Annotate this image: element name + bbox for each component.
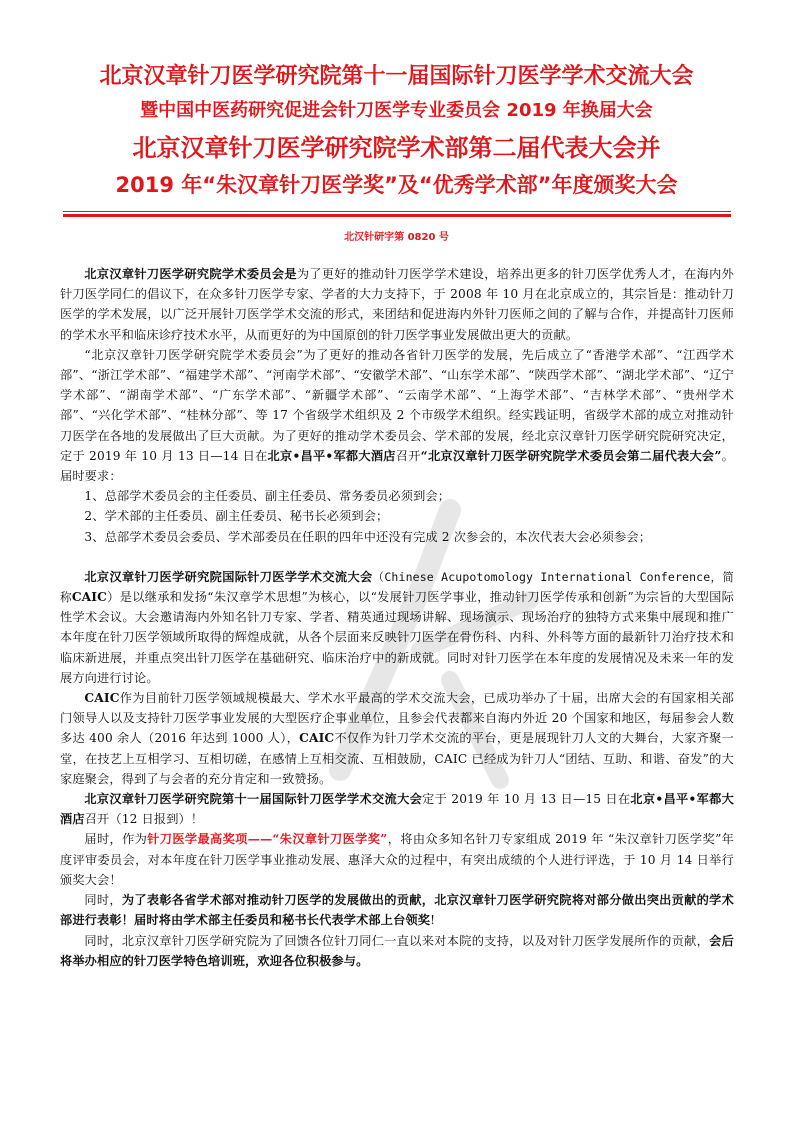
caic-abbrev: CAIC (71, 590, 107, 605)
caic-intro-text: ）是以继承和发扬“朱汉章学术思想”为核心，以“发展针刀医学事业，推动针刀医学传承和创新”为宗旨的大型国际性学术会议。大会邀请海内外知名针刀专家、学者、精英通过现场讲解、现场演示、现场治疗的独特方式来集中展现和推广本年度在针刀医学领域所取得的辉煌成就，从各个层面来反映针刀医学在骨伤科、内科、外科等方面的最新针刀治疗技术和临床新进展，并重点突出针刀医学在基础研究、临床治疗中的新成就。同时对针刀医学在本年度的发展情况及未来一年的发展方向进行讨论。 (60, 590, 734, 685)
requirement-item: 2、学术部的主任委员、副主任委员、秘书长必须到会； (84, 509, 389, 524)
caic-english-name: （Chinese Acupotomology International Conference，简称 (60, 569, 734, 605)
title-line-4: 2019 年“朱汉章针刀医学奖”及“优秀学术部”年度颁奖大会 (115, 173, 678, 197)
caic-abbrev: CAIC (84, 691, 120, 706)
commendation-text-2: ! (430, 913, 436, 928)
caic-history-text: 作为目前针刀医学领域规模最大、学术水平最高的学术交流大会，已成功举办了十届，出席大会的有国家相关部门领导人以及支持针刀医学事业发展的大型医疗企事业单位，且参会代表都来自海内外近 20 个国家和地区，每届参会人数多达 400 余人（2016 年达到 1000 人）， (60, 691, 734, 746)
header-rule-thin (63, 211, 731, 212)
conference-date-text: 定于 2019 年 10 月 13 日—15 日在 (422, 792, 631, 807)
requirement-item: 1、总部学术委员会的主任委员、副主任委员、常务委员必须到会； (84, 489, 451, 504)
title-line-2: 暨中国中医药研究促进会针刀医学专业委员会 2019 年换届大会 (140, 100, 653, 121)
training-text: 同时，北京汉章针刀医学研究院为了回馈各位针刀同仁一直以来对本院的支持，以及对针刀医学发展所作的贡献， (84, 933, 710, 948)
intro-text: 为了更好的推动针刀医学学术建设，培养出更多的针刀医学优秀人才，在海内外针刀医学同仁的倡议下，在众多针刀医学专家、学者的大力支持下，于 2008 年 10 月在北京成立的，其宗旨是：推动针刀医学的学术发展，以广泛开展针刀医学学术交流的形式，来团结和促进海内外针刀医师之间的了解与合作，并提高针刀医师的学术水平和临床诊疗技术水平，从而更好的为中国原创的针刀医学事业发展做出更大的贡献。 (60, 267, 734, 342)
document-header (0, 62, 793, 204)
paragraph-academic-departments (60, 345, 734, 486)
requirement-item: 3、总部学术委员会委员、学术部委员在任职的四年中还没有完成 2 次参会的，本次代表大会必须参会； (84, 529, 652, 544)
award-text-2: ，将由众多知名针刀专家组成 2019 年 “朱汉章针刀医学奖”年度评审委员会，对本年度在针刀医学事业推动发展、惠泽大众的过程中，有突出成绩的个人进行评选，于 10 月 14 日举行颁奖大会！ (60, 832, 735, 887)
paragraph-eleventh-conference (60, 789, 734, 829)
header-rule-thick (63, 214, 731, 217)
title-line-1: 北京汉章针刀医学研究院第十一届国际针刀医学学术交流大会 (99, 64, 694, 89)
paragraph-award (60, 829, 734, 890)
intro-subject: 北京汉章针刀医学研究院学术委员会是 (84, 267, 297, 281)
paragraph-caic-history (60, 688, 734, 789)
paragraph-department-commendation (60, 890, 734, 930)
caic-history-text-2: 不仅作为针刀学术交流的平台，更是展现针刀人文的大舞台，大家齐聚一堂，在技艺上互相学习、互相切磋，在感情上互相交流、互相鼓励，CAIC 已经成为针刀人“团结、互助、和谐、奋发”的大家庭聚会，得到了与会者的充分肯定和一致赞扬。 (60, 731, 734, 786)
venue-name: 北京•昌平•军都大酒店 (60, 792, 734, 827)
venue-name: 北京•昌平•军都大酒店 (267, 448, 396, 463)
paragraph-intro (60, 264, 734, 345)
document-number: 北汉针研字第 0820 号 (344, 232, 449, 243)
award-highlight: 针刀医学最高奖项——“朱汉章针刀医学奖” (147, 832, 388, 847)
conference-date-text-2: 召开（12 日报到）！ (84, 812, 204, 827)
departments-text: “北京汉章针刀医学研究院学术委员会”为了更好的推动各省针刀医学的发展，先后成立了“香港学术部”、“江西学术部”、“浙江学术部”、“福建学术部”、“河南学术部”、“安徽学术部”、“山东学术部”、“陕西学术部”、“湖北学术部”、“辽宁学术部”、“湖南学术部”、“广东学术部”、“新疆学术部”、“云南学术部”、“上海学术部”、“吉林学术部”、“贵州学术部”、“兴化学术部”、“桂林分部”、等 17 个省级学术组织及 2 个市级学术组织。经实践证明，省级学术部的成立对推动针刀医学在各地的发展做出了巨大贡献。为了更好的推动学术委员会、学术部的发展，经北京汉章针刀医学研究院研究决定，定于 2019 年 10 月 13 日—14 日在 (60, 347, 734, 463)
caic-conference-name: 北京汉章针刀医学研究院国际针刀医学学术交流大会 (84, 569, 373, 584)
document-body (60, 264, 734, 971)
departments-text-2: 召开 (395, 448, 421, 463)
paragraph-training (60, 931, 734, 971)
caic-abbrev: CAIC (299, 731, 335, 746)
paragraph-spacer (60, 547, 734, 567)
commendation-text: 同时， (84, 893, 122, 908)
training-bold: 会后将举办相应的针刀医学特色培训班，欢迎各位积极参与。 (60, 933, 734, 968)
congress-name: “北京汉章针刀医学研究院学术委员会第二届代表大会” (420, 448, 722, 463)
departments-text-3: 。届时要求： (60, 448, 735, 484)
paragraph-caic-intro (60, 567, 734, 688)
award-text: 届时，作为 (84, 832, 148, 847)
eleventh-conference-name: 北京汉章针刀医学研究院第十一届国际针刀医学学术交流大会 (84, 792, 423, 807)
commendation-bold: 为了表彰各省学术部对推动针刀医学的发展做出的贡献，北京汉章针刀医学研究院将对部分做出突出贡献的学术部进行表彰！届时将由学术部主任委员和秘书长代表学术部上台领奖 (60, 893, 735, 928)
title-line-3: 北京汉章针刀医学研究院学术部第二届代表大会并 (132, 134, 661, 162)
